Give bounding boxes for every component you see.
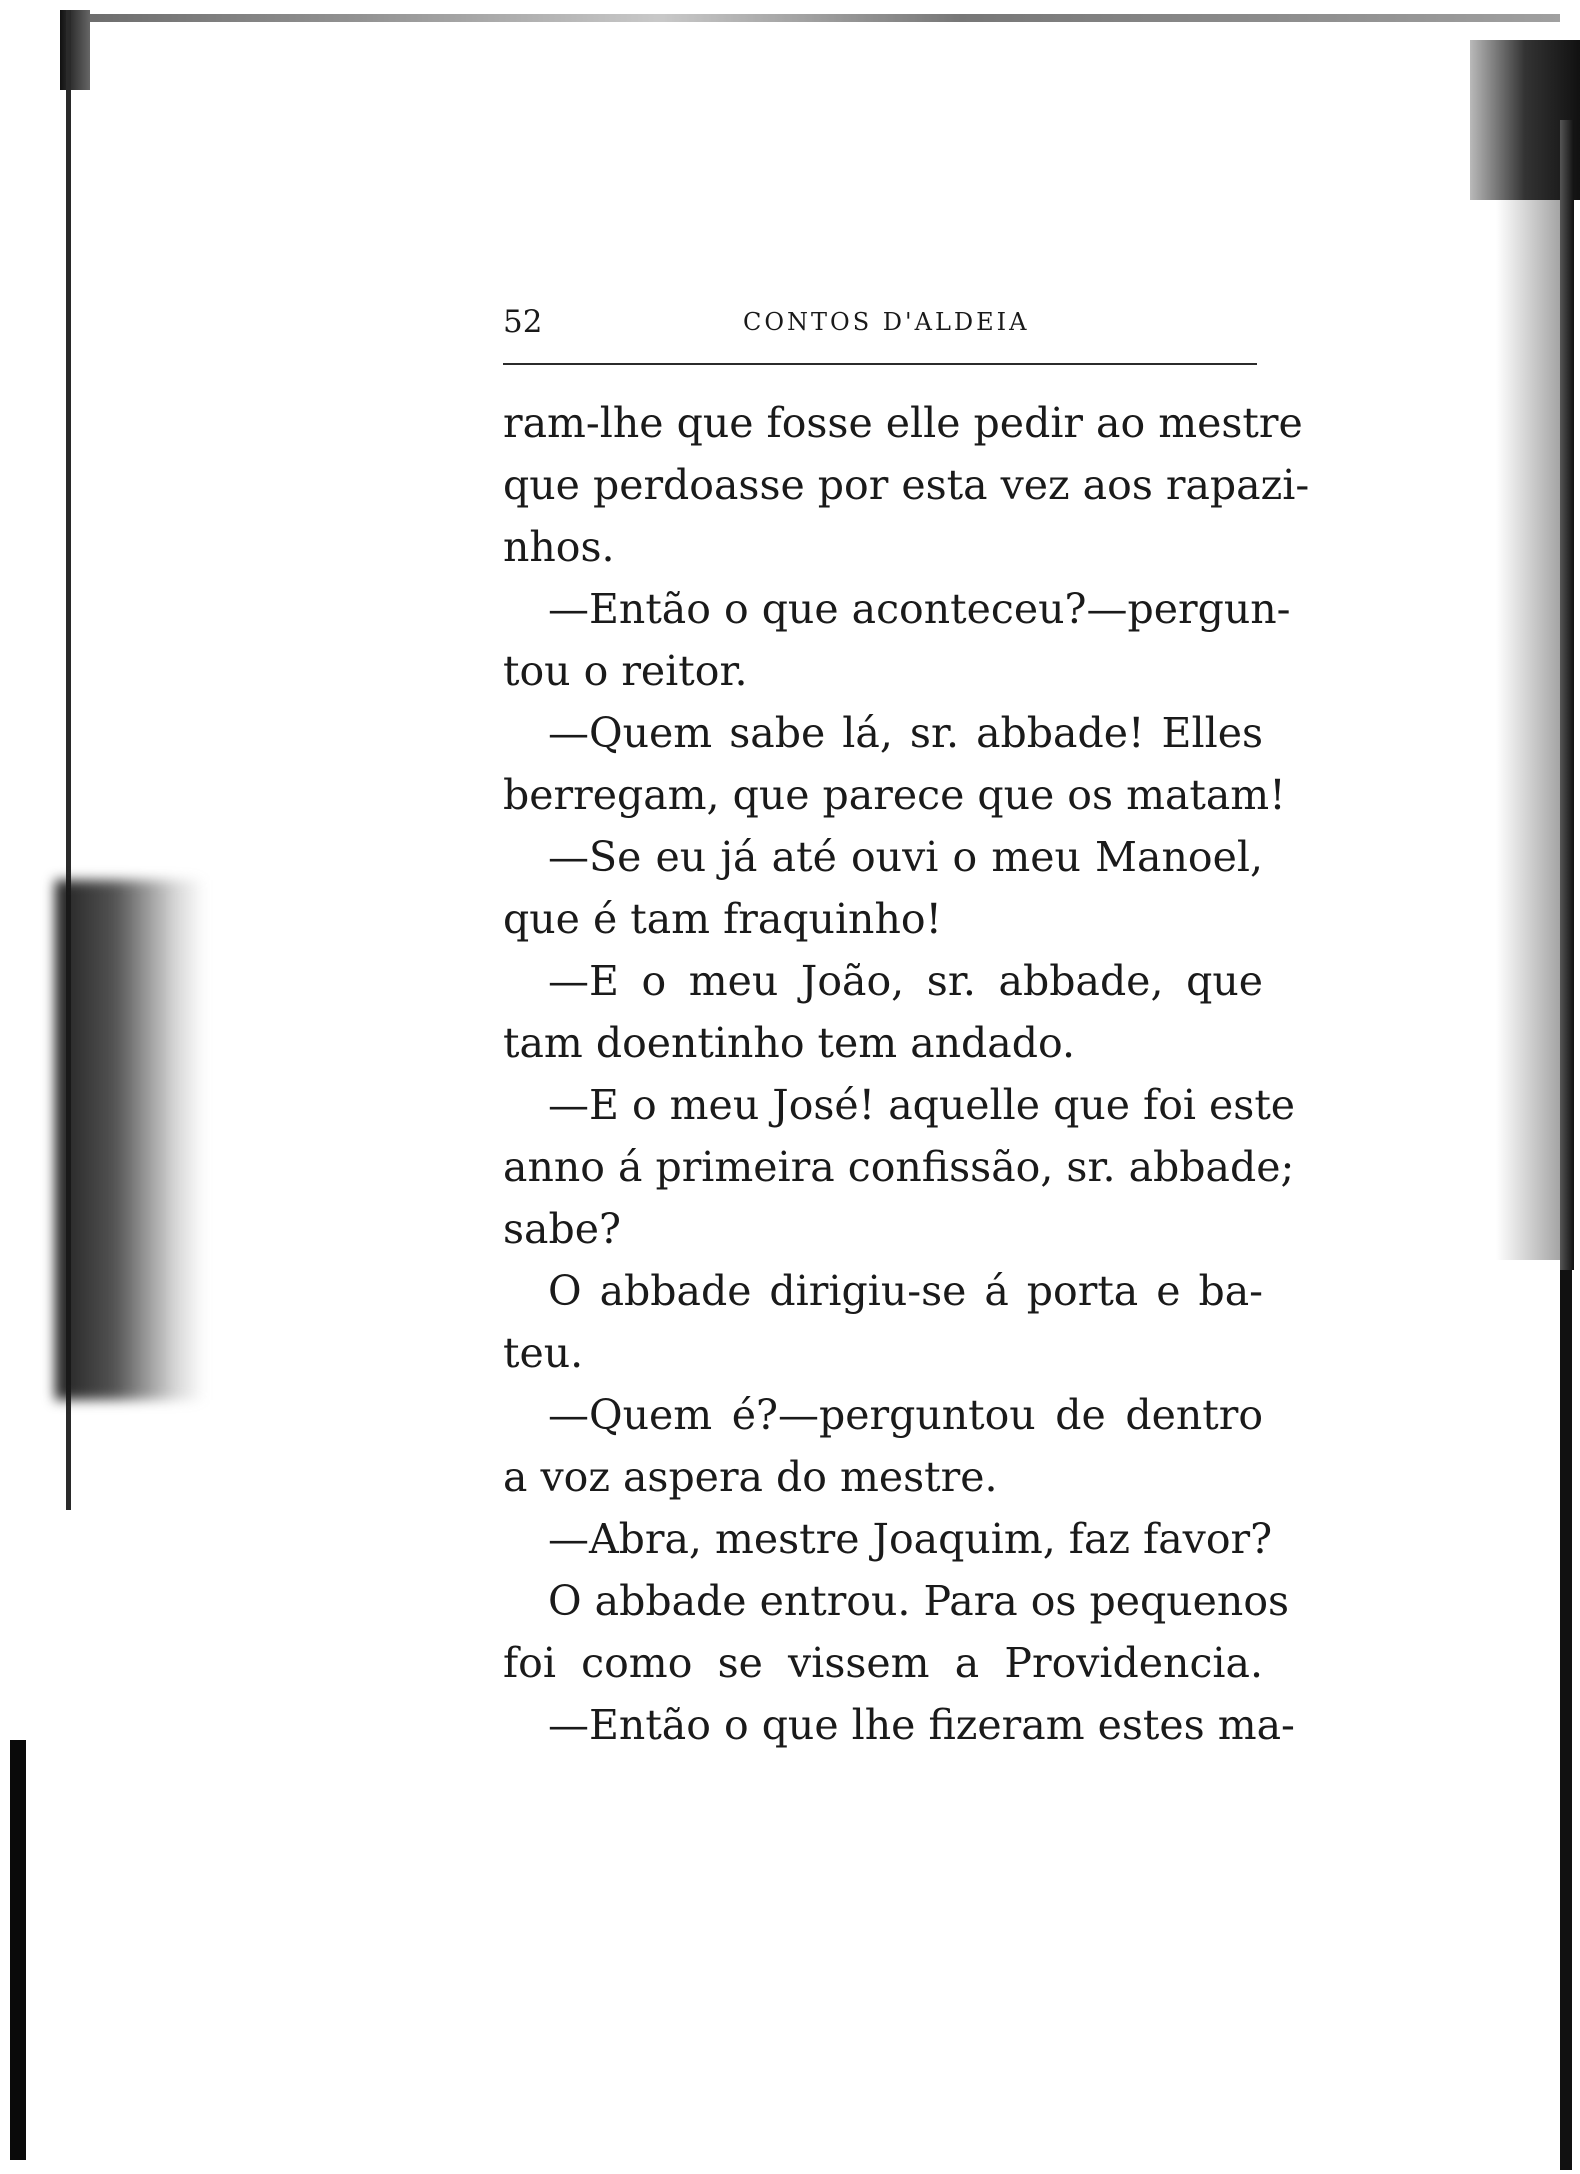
text-line: que é tam fraquinho! bbox=[503, 895, 943, 943]
text-line: anno á primeira confissão, sr. abbade; bbox=[503, 1143, 1295, 1191]
text-line: —Então o que aconteceu?—pergun- bbox=[548, 585, 1291, 633]
scan-edge-left-bottom bbox=[10, 1740, 26, 2160]
running-title: CONTOS D'ALDEIA bbox=[743, 308, 1030, 336]
text-line: tou o reitor. bbox=[503, 647, 748, 695]
scan-edge-top bbox=[60, 14, 1560, 22]
scan-shadow-left bbox=[55, 880, 205, 1400]
text-line: —Abra, mestre Joaquim, faz favor? bbox=[548, 1515, 1273, 1563]
page-number: 52 bbox=[503, 304, 543, 340]
text-line: foi como se vissem a Providencia. bbox=[503, 1639, 1263, 1687]
text-line: O abbade dirigiu-se á porta e ba- bbox=[548, 1267, 1263, 1315]
text-line: —Quem é?—perguntou de dentro bbox=[548, 1391, 1263, 1439]
page-header bbox=[503, 304, 1257, 348]
text-line: teu. bbox=[503, 1329, 584, 1377]
text-line: a voz aspera do mestre. bbox=[503, 1453, 998, 1501]
text-line: —E o meu João, sr. abbade, que bbox=[548, 957, 1263, 1005]
text-line: nhos. bbox=[503, 523, 615, 571]
header-rule bbox=[503, 363, 1257, 365]
scan-shadow-right bbox=[1496, 200, 1566, 1260]
text-line: —E o meu José! aquelle que foi este bbox=[548, 1081, 1296, 1129]
text-line: tam doentinho tem andado. bbox=[503, 1019, 1075, 1067]
text-line: —Quem sabe lá, sr. abbade! Elles bbox=[548, 709, 1263, 757]
text-line: —Então o que lhe fizeram estes ma- bbox=[548, 1701, 1295, 1749]
body-text bbox=[503, 392, 1310, 1756]
scan-edge-right bbox=[1560, 120, 1574, 1270]
text-line: berregam, que parece que os matam! bbox=[503, 771, 1286, 819]
text-line: sabe? bbox=[503, 1205, 621, 1253]
scan-edge-right-bottom bbox=[1560, 1270, 1572, 2170]
scan-edge-left-top bbox=[60, 10, 90, 90]
text-line: que perdoasse por esta vez aos rapazi- bbox=[503, 461, 1310, 509]
text-line: O abbade entrou. Para os pequenos bbox=[548, 1577, 1290, 1625]
text-line: ram-lhe que fosse elle pedir ao mestre bbox=[503, 399, 1303, 447]
text-line: —Se eu já até ouvi o meu Manoel, bbox=[548, 833, 1263, 881]
